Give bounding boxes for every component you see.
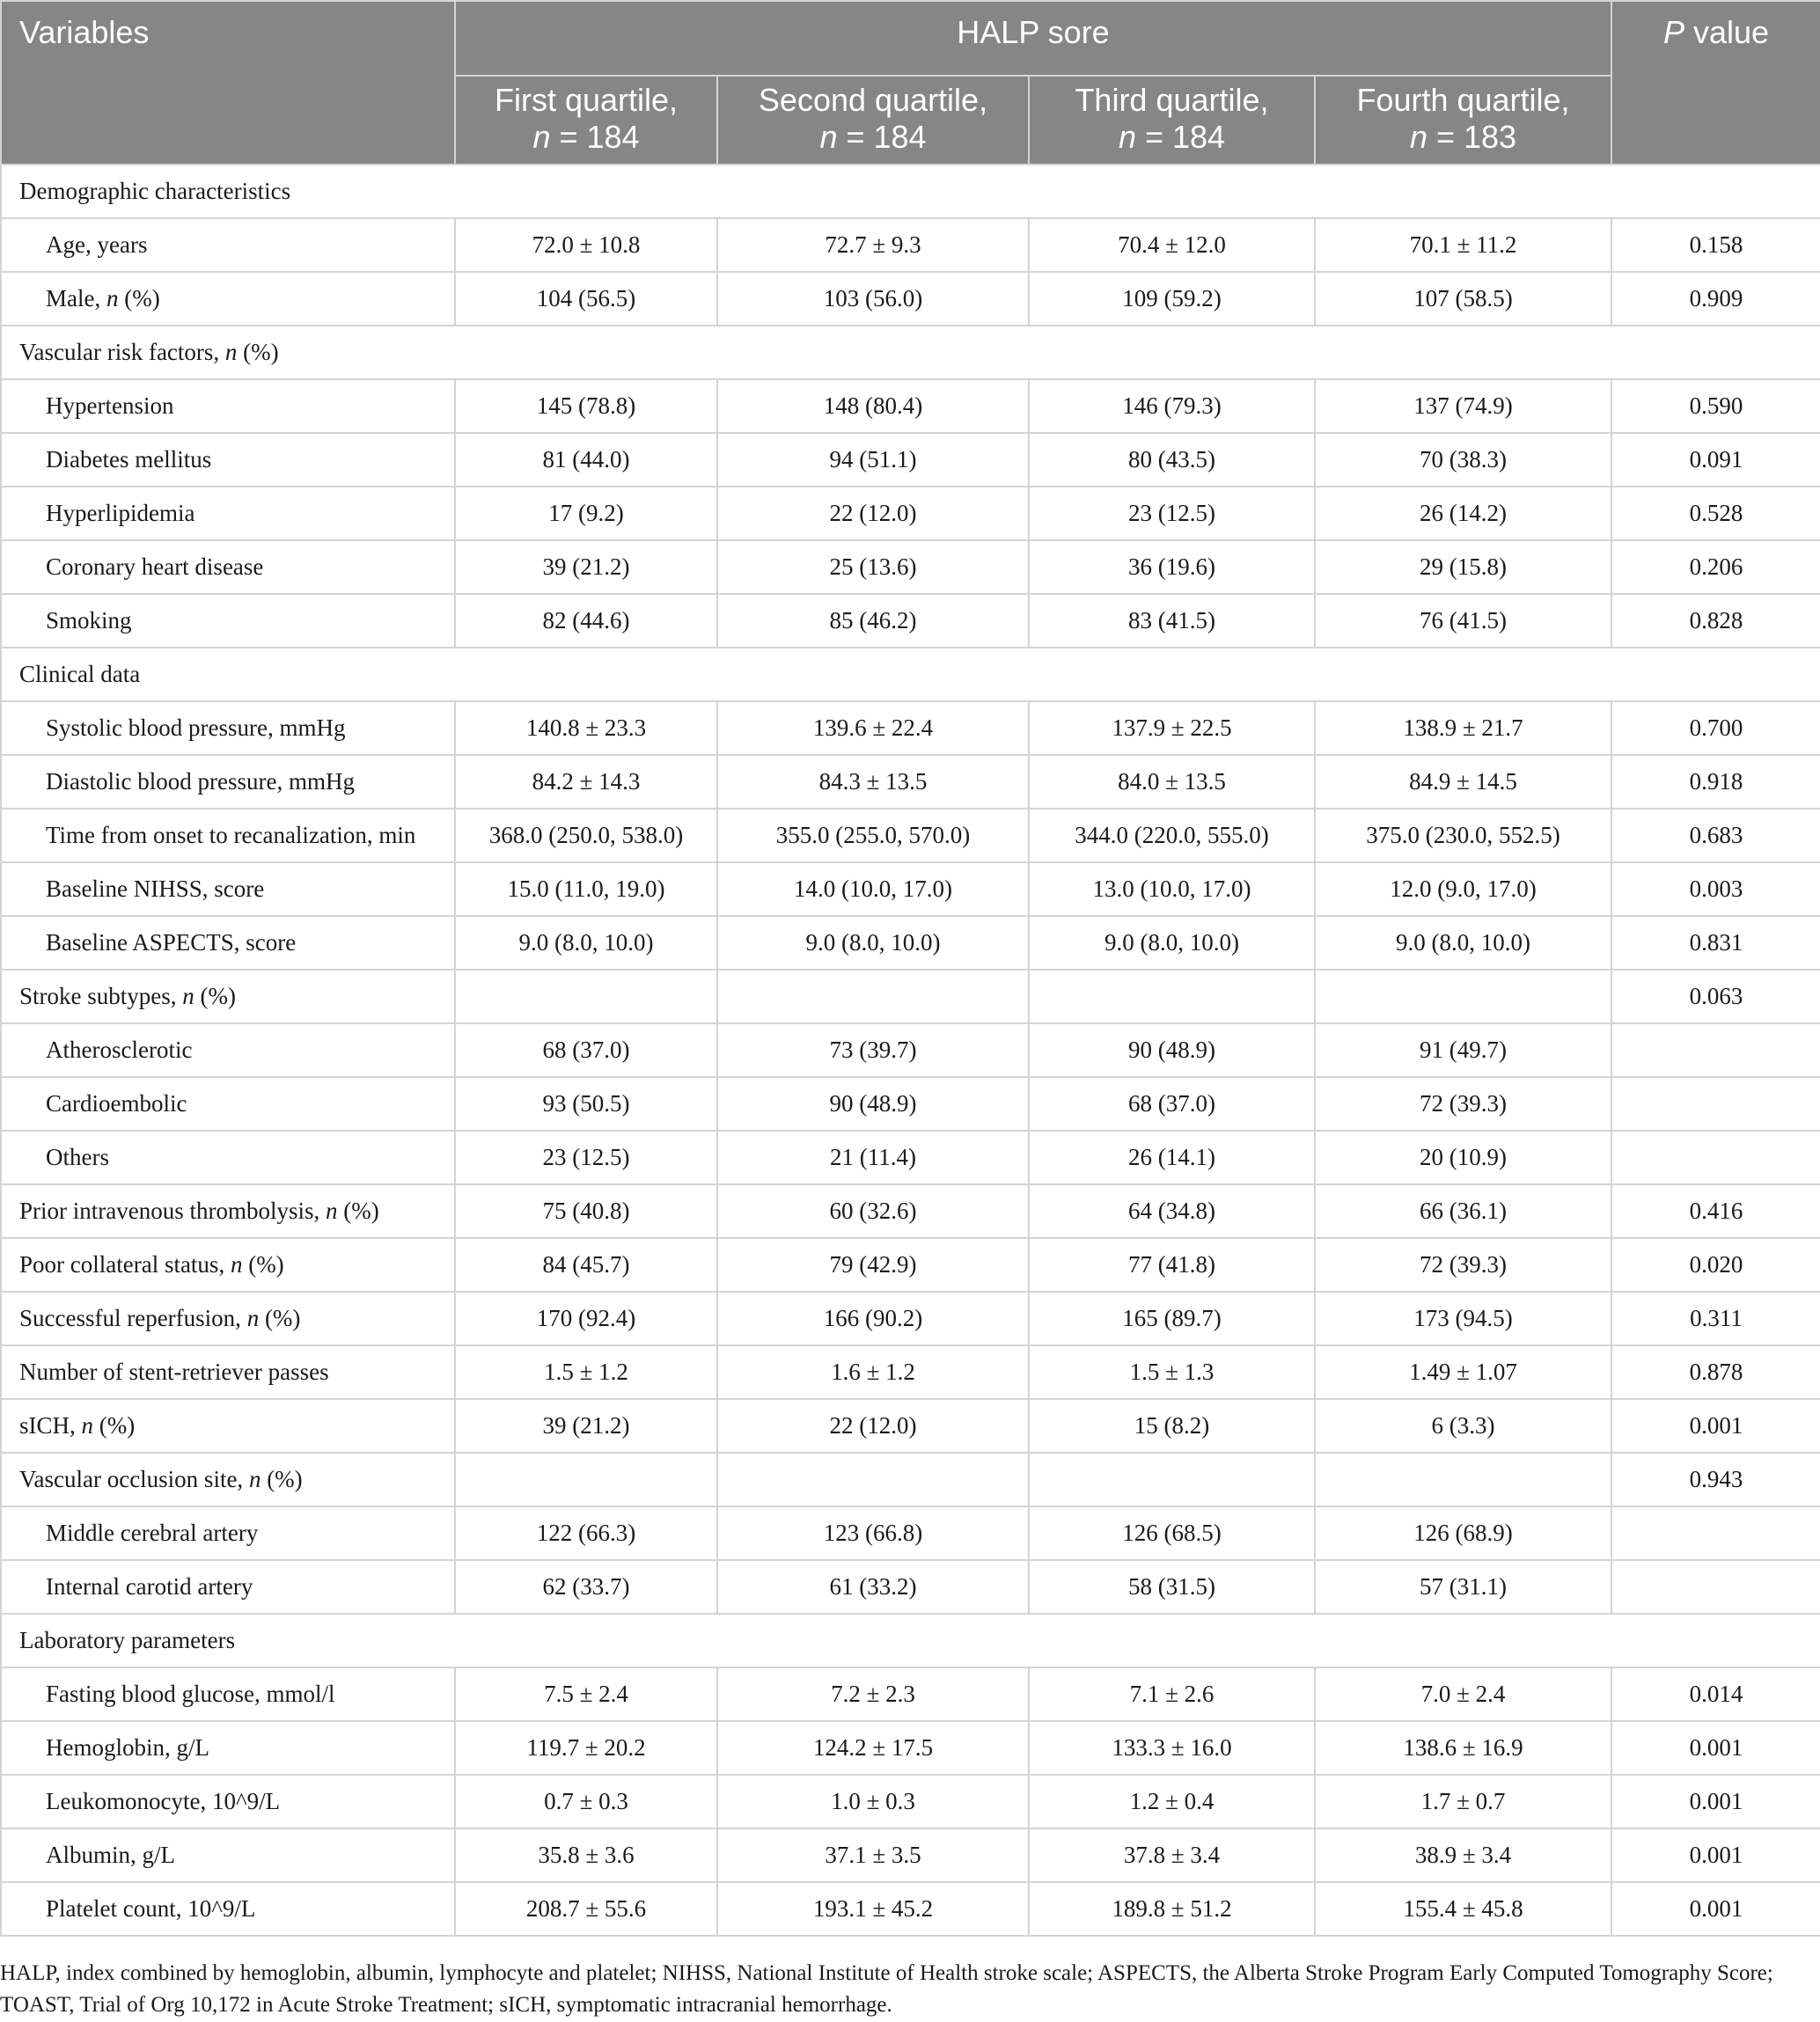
row-label	[1, 487, 455, 540]
quartile-2-value: 9.0 (8.0, 10.0)	[717, 916, 1029, 970]
p-value-cell: 0.918	[1611, 755, 1820, 809]
quartile-1-value: 170 (92.4)	[455, 1292, 717, 1345]
row-label-text: Clinical data	[19, 661, 141, 687]
quartile-2-value: 84.3 ± 13.5	[717, 755, 1029, 809]
table-row	[1, 487, 1820, 540]
table-row	[1, 809, 1820, 862]
p-value-cell	[1611, 1560, 1820, 1614]
table-row	[1, 1077, 1820, 1131]
table-row	[1, 862, 1820, 916]
row-label-text: Prior intravenous thrombolysis,	[19, 1198, 326, 1224]
row-label	[1, 862, 455, 916]
row-label	[1, 916, 455, 970]
p-value-header-italic: P	[1662, 14, 1684, 50]
quartile-1-value: 368.0 (250.0, 538.0)	[455, 809, 717, 862]
quartile-2-value: 355.0 (255.0, 570.0)	[717, 809, 1029, 862]
quartile-2-value: 25 (13.6)	[717, 540, 1029, 594]
row-label-text: Albumin, g/L	[46, 1842, 175, 1868]
p-value-cell: 0.206	[1611, 540, 1820, 594]
row-label	[1, 1399, 455, 1453]
quartile-1-value: 145 (78.8)	[455, 379, 717, 433]
p-value-cell: 0.943	[1611, 1453, 1820, 1506]
p-value-cell	[1611, 1077, 1820, 1131]
p-value-cell: 0.020	[1611, 1238, 1820, 1292]
quartile-name: Fourth quartile,	[1356, 82, 1570, 118]
quartile-3-value: 344.0 (220.0, 555.0)	[1029, 809, 1315, 862]
row-label-text: Baseline NIHSS, score	[46, 875, 265, 902]
quartile-3-value: 23 (12.5)	[1029, 487, 1315, 540]
quartile-3-value: 90 (48.9)	[1029, 1023, 1315, 1077]
row-label-italic: n	[106, 285, 119, 311]
quartile-name: Second quartile,	[758, 82, 988, 118]
quartile-2-value: 73 (39.7)	[717, 1023, 1029, 1077]
row-label	[1, 1077, 455, 1131]
quartile-1-value: 17 (9.2)	[455, 487, 717, 540]
p-value-cell: 0.878	[1611, 1345, 1820, 1399]
quartile-4-value: 375.0 (230.0, 552.5)	[1315, 809, 1611, 862]
quartile-4-value: 138.6 ± 16.9	[1315, 1721, 1611, 1775]
row-label	[1, 1131, 455, 1184]
quartile-1-value	[455, 1453, 717, 1506]
row-label-text: Male,	[46, 285, 106, 311]
row-label-text: Stroke subtypes,	[19, 983, 183, 1009]
table-row	[1, 1453, 1820, 1506]
row-label	[1, 165, 455, 218]
row-label-text: Demographic characteristics	[19, 178, 291, 204]
quartile-4-value: 76 (41.5)	[1315, 594, 1611, 648]
row-label	[1, 540, 455, 594]
quartile-3-value: 1.2 ± 0.4	[1029, 1775, 1315, 1828]
row-label-italic: n	[248, 1466, 261, 1492]
p-value-header	[1611, 1, 1820, 165]
row-label-text: Successful reperfusion,	[19, 1305, 247, 1331]
row-label	[1, 379, 455, 433]
quartile-3-value: 189.8 ± 51.2	[1029, 1882, 1315, 1936]
quartile-1-value: 82 (44.6)	[455, 594, 717, 648]
quartile-2-value: 7.2 ± 2.3	[717, 1667, 1029, 1721]
row-label-suffix: (%)	[237, 339, 279, 365]
quartile-n-italic: n	[1409, 119, 1427, 155]
table-row	[1, 379, 1820, 433]
quartile-4-value: 57 (31.1)	[1315, 1560, 1611, 1614]
quartile-3-value: 37.8 ± 3.4	[1029, 1828, 1315, 1882]
row-label	[1, 594, 455, 648]
halp-score-header: HALP sore	[455, 1, 1611, 76]
quartile-1-value: 9.0 (8.0, 10.0)	[455, 916, 717, 970]
quartile-4-value: 126 (68.9)	[1315, 1506, 1611, 1560]
section-spacer	[455, 648, 1820, 701]
quartile-1-value: 39 (21.2)	[455, 1399, 717, 1453]
row-label	[1, 1023, 455, 1077]
p-value-cell: 0.683	[1611, 809, 1820, 862]
quartile-3-value: 165 (89.7)	[1029, 1292, 1315, 1345]
quartile-n-value: = 184	[837, 119, 927, 155]
quartile-name: First quartile,	[494, 82, 679, 118]
quartile-4-value: 91 (49.7)	[1315, 1023, 1611, 1077]
table-row	[1, 1399, 1820, 1453]
row-label-text: Leukomonocyte, 10^9/L	[46, 1788, 281, 1814]
p-value-cell: 0.001	[1611, 1882, 1820, 1936]
quartile-header-3	[1029, 76, 1315, 165]
quartile-1-value: 208.7 ± 55.6	[455, 1882, 717, 1936]
quartile-3-value: 64 (34.8)	[1029, 1184, 1315, 1238]
quartile-3-value: 137.9 ± 22.5	[1029, 701, 1315, 755]
quartile-1-value: 104 (56.5)	[455, 272, 717, 326]
quartile-2-value: 148 (80.4)	[717, 379, 1029, 433]
table-row	[1, 594, 1820, 648]
row-label-italic: n	[246, 1305, 260, 1331]
row-label-text: Laboratory parameters	[19, 1627, 236, 1653]
quartile-n-italic: n	[1118, 119, 1136, 155]
row-label	[1, 1345, 455, 1399]
table-row	[1, 970, 1820, 1023]
p-value-cell: 0.828	[1611, 594, 1820, 648]
quartile-3-value: 80 (43.5)	[1029, 433, 1315, 487]
row-label-text: Hemoglobin, g/L	[46, 1734, 209, 1761]
quartile-4-value	[1315, 1453, 1611, 1506]
quartile-header-4	[1315, 76, 1611, 165]
quartile-2-value: 124.2 ± 17.5	[717, 1721, 1029, 1775]
quartile-1-value: 1.5 ± 1.2	[455, 1345, 717, 1399]
row-label	[1, 1667, 455, 1721]
quartile-2-value: 22 (12.0)	[717, 1399, 1029, 1453]
row-label-italic: n	[325, 1198, 338, 1224]
quartile-2-value	[717, 970, 1029, 1023]
quartile-3-value: 77 (41.8)	[1029, 1238, 1315, 1292]
row-label	[1, 326, 455, 379]
row-label	[1, 218, 455, 272]
quartile-3-value: 84.0 ± 13.5	[1029, 755, 1315, 809]
row-label	[1, 1292, 455, 1345]
quartile-2-value: 90 (48.9)	[717, 1077, 1029, 1131]
quartile-4-value: 1.7 ± 0.7	[1315, 1775, 1611, 1828]
p-value-header-rest: value	[1684, 14, 1770, 50]
section-row	[1, 1614, 1820, 1667]
section-spacer	[455, 326, 1820, 379]
section-spacer	[455, 165, 1820, 218]
quartile-2-value: 14.0 (10.0, 17.0)	[717, 862, 1029, 916]
table-row	[1, 1775, 1820, 1828]
quartile-3-value: 146 (79.3)	[1029, 379, 1315, 433]
quartile-4-value: 137 (74.9)	[1315, 379, 1611, 433]
quartile-1-value: 75 (40.8)	[455, 1184, 717, 1238]
quartile-count	[718, 119, 1028, 156]
table-row	[1, 1560, 1820, 1614]
p-value-cell	[1611, 1131, 1820, 1184]
table-row	[1, 1131, 1820, 1184]
row-label-italic: n	[224, 339, 238, 365]
p-value-cell: 0.909	[1611, 272, 1820, 326]
quartile-n-italic: n	[819, 119, 838, 155]
quartile-header-1	[455, 76, 717, 165]
row-label	[1, 272, 455, 326]
quartile-4-value: 6 (3.3)	[1315, 1399, 1611, 1453]
quartile-4-value: 72 (39.3)	[1315, 1238, 1611, 1292]
p-value-cell: 0.091	[1611, 433, 1820, 487]
row-label-text: Diastolic blood pressure, mmHg	[46, 768, 355, 795]
quartile-3-value: 83 (41.5)	[1029, 594, 1315, 648]
quartile-3-value: 36 (19.6)	[1029, 540, 1315, 594]
section-spacer	[455, 1614, 1820, 1667]
row-label	[1, 648, 455, 701]
quartile-1-value: 35.8 ± 3.6	[455, 1828, 717, 1882]
quartile-3-value	[1029, 970, 1315, 1023]
quartile-4-value: 155.4 ± 45.8	[1315, 1882, 1611, 1936]
table-row	[1, 701, 1820, 755]
quartile-4-value: 107 (58.5)	[1315, 272, 1611, 326]
row-label	[1, 1882, 455, 1936]
p-value-cell: 0.014	[1611, 1667, 1820, 1721]
quartile-3-value: 70.4 ± 12.0	[1029, 218, 1315, 272]
quartile-1-value: 62 (33.7)	[455, 1560, 717, 1614]
quartile-4-value: 9.0 (8.0, 10.0)	[1315, 916, 1611, 970]
row-label-text: Age, years	[46, 231, 148, 258]
quartile-3-value: 1.5 ± 1.3	[1029, 1345, 1315, 1399]
row-label	[1, 970, 455, 1023]
row-label-suffix: (%)	[261, 1466, 303, 1492]
table-header	[1, 1, 1820, 165]
row-label-suffix: (%)	[118, 285, 160, 311]
row-label-text: Diabetes mellitus	[46, 446, 212, 473]
quartile-4-value: 38.9 ± 3.4	[1315, 1828, 1611, 1882]
quartile-1-value: 68 (37.0)	[455, 1023, 717, 1077]
row-label-suffix: (%)	[337, 1198, 379, 1224]
row-label	[1, 1453, 455, 1506]
section-row	[1, 648, 1820, 701]
row-label	[1, 1828, 455, 1882]
quartile-4-value: 1.49 ± 1.07	[1315, 1345, 1611, 1399]
row-label	[1, 1238, 455, 1292]
quartile-1-value: 0.7 ± 0.3	[455, 1775, 717, 1828]
row-label-suffix: (%)	[259, 1305, 301, 1331]
p-value-cell: 0.831	[1611, 916, 1820, 970]
p-value-cell: 0.311	[1611, 1292, 1820, 1345]
p-value-cell: 0.063	[1611, 970, 1820, 1023]
p-value-cell	[1611, 1506, 1820, 1560]
quartile-1-value: 72.0 ± 10.8	[455, 218, 717, 272]
table-row	[1, 1184, 1820, 1238]
quartile-2-value	[717, 1453, 1029, 1506]
row-label-text: Poor collateral status,	[19, 1251, 231, 1278]
row-label-text: Hyperlipidemia	[46, 500, 195, 526]
quartile-1-value: 84 (45.7)	[455, 1238, 717, 1292]
row-label-suffix: (%)	[93, 1412, 136, 1439]
quartile-1-value: 7.5 ± 2.4	[455, 1667, 717, 1721]
quartile-3-value: 9.0 (8.0, 10.0)	[1029, 916, 1315, 970]
quartile-2-value: 85 (46.2)	[717, 594, 1029, 648]
quartile-3-value: 15 (8.2)	[1029, 1399, 1315, 1453]
table-row	[1, 1667, 1820, 1721]
table-row	[1, 1345, 1820, 1399]
quartile-3-value: 7.1 ± 2.6	[1029, 1667, 1315, 1721]
quartile-2-value: 72.7 ± 9.3	[717, 218, 1029, 272]
row-label-text: Coronary heart disease	[46, 553, 264, 580]
row-label	[1, 433, 455, 487]
section-row	[1, 165, 1820, 218]
quartile-3-value: 58 (31.5)	[1029, 1560, 1315, 1614]
row-label-text: Platelet count, 10^9/L	[46, 1895, 256, 1922]
quartile-2-value: 1.6 ± 1.2	[717, 1345, 1029, 1399]
quartile-2-value: 166 (90.2)	[717, 1292, 1029, 1345]
row-label	[1, 809, 455, 862]
section-row	[1, 326, 1820, 379]
row-label-text: Baseline ASPECTS, score	[46, 929, 297, 956]
quartile-4-value: 70.1 ± 11.2	[1315, 218, 1611, 272]
p-value-cell: 0.001	[1611, 1775, 1820, 1828]
quartile-2-value: 139.6 ± 22.4	[717, 701, 1029, 755]
quartile-4-value: 84.9 ± 14.5	[1315, 755, 1611, 809]
quartile-2-value: 21 (11.4)	[717, 1131, 1029, 1184]
quartile-4-value	[1315, 970, 1611, 1023]
quartile-1-value: 93 (50.5)	[455, 1077, 717, 1131]
row-label	[1, 701, 455, 755]
table-body	[1, 165, 1820, 1936]
row-label-suffix: (%)	[194, 983, 236, 1009]
quartile-2-value: 79 (42.9)	[717, 1238, 1029, 1292]
row-label	[1, 1721, 455, 1775]
quartile-3-value: 26 (14.1)	[1029, 1131, 1315, 1184]
quartile-2-value: 61 (33.2)	[717, 1560, 1029, 1614]
quartile-1-value: 122 (66.3)	[455, 1506, 717, 1560]
table-row	[1, 1721, 1820, 1775]
p-value-cell: 0.001	[1611, 1399, 1820, 1453]
row-label-text: Systolic blood pressure, mmHg	[46, 714, 346, 741]
p-value-cell: 0.001	[1611, 1721, 1820, 1775]
quartile-1-value: 81 (44.0)	[455, 433, 717, 487]
quartile-1-value	[455, 970, 717, 1023]
row-label-italic: n	[81, 1412, 94, 1439]
quartile-1-value: 140.8 ± 23.3	[455, 701, 717, 755]
row-label-italic: n	[182, 983, 194, 1009]
quartile-2-value: 123 (66.8)	[717, 1506, 1029, 1560]
table-row	[1, 1828, 1820, 1882]
table-row	[1, 916, 1820, 970]
p-value-cell: 0.700	[1611, 701, 1820, 755]
p-value-cell: 0.416	[1611, 1184, 1820, 1238]
quartile-4-value: 66 (36.1)	[1315, 1184, 1611, 1238]
quartile-count	[1316, 119, 1611, 156]
quartile-3-value: 126 (68.5)	[1029, 1506, 1315, 1560]
quartile-n-value: = 184	[1135, 119, 1226, 155]
p-value-cell: 0.001	[1611, 1828, 1820, 1882]
quartile-4-value: 138.9 ± 21.7	[1315, 701, 1611, 755]
row-label	[1, 755, 455, 809]
variables-header: Variables	[1, 1, 455, 165]
quartile-count	[456, 119, 716, 156]
quartile-1-value: 23 (12.5)	[455, 1131, 717, 1184]
table-row	[1, 1023, 1820, 1077]
row-label-text: Vascular occlusion site,	[19, 1466, 249, 1492]
row-label-text: sICH,	[19, 1412, 82, 1439]
quartile-4-value: 70 (38.3)	[1315, 433, 1611, 487]
quartile-3-value: 109 (59.2)	[1029, 272, 1315, 326]
row-label-italic: n	[230, 1251, 243, 1278]
quartile-4-value: 29 (15.8)	[1315, 540, 1611, 594]
quartile-2-value: 94 (51.1)	[717, 433, 1029, 487]
p-value-cell: 0.003	[1611, 862, 1820, 916]
row-label-text: Atherosclerotic	[46, 1037, 193, 1063]
quartile-3-value: 68 (37.0)	[1029, 1077, 1315, 1131]
table-row	[1, 272, 1820, 326]
row-label-text: Fasting blood glucose, mmol/l	[46, 1681, 335, 1707]
quartile-n-value: = 184	[550, 119, 640, 155]
row-label-text: Others	[46, 1144, 109, 1170]
table-row	[1, 755, 1820, 809]
quartile-4-value: 7.0 ± 2.4	[1315, 1667, 1611, 1721]
quartile-header-2	[717, 76, 1029, 165]
row-label-text: Internal carotid artery	[46, 1573, 253, 1600]
row-label	[1, 1506, 455, 1560]
p-value-cell: 0.528	[1611, 487, 1820, 540]
row-label-text: Time from onset to recanalization, min	[46, 822, 416, 848]
p-value-cell: 0.590	[1611, 379, 1820, 433]
quartile-1-value: 84.2 ± 14.3	[455, 755, 717, 809]
quartile-2-value: 103 (56.0)	[717, 272, 1029, 326]
table-row	[1, 433, 1820, 487]
p-value-cell	[1611, 1023, 1820, 1077]
quartile-4-value: 12.0 (9.0, 17.0)	[1315, 862, 1611, 916]
row-label-text: Number of stent-retriever passes	[19, 1359, 329, 1385]
quartile-4-value: 72 (39.3)	[1315, 1077, 1611, 1131]
table-row	[1, 1292, 1820, 1345]
quartile-3-value	[1029, 1453, 1315, 1506]
quartile-4-value: 173 (94.5)	[1315, 1292, 1611, 1345]
quartile-2-value: 193.1 ± 45.2	[717, 1882, 1029, 1936]
quartile-1-value: 119.7 ± 20.2	[455, 1721, 717, 1775]
table-row	[1, 540, 1820, 594]
table-row	[1, 218, 1820, 272]
row-label	[1, 1560, 455, 1614]
quartile-2-value: 60 (32.6)	[717, 1184, 1029, 1238]
quartile-4-value: 20 (10.9)	[1315, 1131, 1611, 1184]
quartile-name: Third quartile,	[1075, 82, 1269, 118]
p-value-cell: 0.158	[1611, 218, 1820, 272]
quartile-2-value: 1.0 ± 0.3	[717, 1775, 1029, 1828]
quartile-3-value: 133.3 ± 16.0	[1029, 1721, 1315, 1775]
table-footnote: HALP, index combined by hemoglobin, albumin, lymphocyte and platelet; NIHSS, National Institute of Health stroke scale; ASPECTS, the Alberta Stroke Program Early Computed Tomography Score; TOAST, Trial of Org 10,172 in Acute Stroke Treatment; sICH, symptomatic intracranial hemorrhage.	[0, 1961, 1773, 2017]
row-label-text: Cardioembolic	[46, 1090, 187, 1117]
quartile-2-value: 37.1 ± 3.5	[717, 1828, 1029, 1882]
row-label-text: Vascular risk factors,	[19, 339, 225, 365]
row-label-suffix: (%)	[242, 1251, 284, 1278]
table-row	[1, 1506, 1820, 1560]
quartile-1-value: 39 (21.2)	[455, 540, 717, 594]
quartile-2-value: 22 (12.0)	[717, 487, 1029, 540]
table-row	[1, 1882, 1820, 1936]
quartile-count	[1030, 119, 1314, 156]
row-label-text: Hypertension	[46, 392, 174, 419]
row-label-text: Middle cerebral artery	[46, 1520, 259, 1546]
row-label-text: Smoking	[46, 607, 132, 634]
table-row	[1, 1238, 1820, 1292]
quartile-3-value: 13.0 (10.0, 17.0)	[1029, 862, 1315, 916]
row-label	[1, 1184, 455, 1238]
quartile-4-value: 26 (14.2)	[1315, 487, 1611, 540]
quartile-n-italic: n	[532, 119, 551, 155]
quartile-n-value: = 183	[1427, 119, 1517, 155]
quartile-1-value: 15.0 (11.0, 19.0)	[455, 862, 717, 916]
row-label	[1, 1775, 455, 1828]
row-label	[1, 1614, 455, 1667]
